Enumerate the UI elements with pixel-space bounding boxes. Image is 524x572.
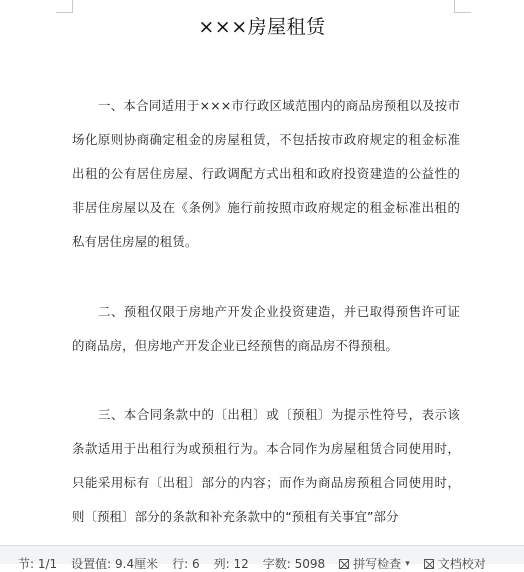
spell-check-button[interactable] — [339, 555, 410, 572]
proofread-checkbox-icon — [424, 559, 434, 569]
status-bar — [0, 545, 524, 571]
document-paragraph-1[interactable]: 一、本合同适用于×××市行政区域范围内的商品房预租以及按市场化原则协商确定租金的房屋租赁，不包括按市政府规定的租金标准出租的公有居住房屋、行政调配方式出租和政府投资建造的公益性的非居住房屋以及在《条例》施行前按照市政府规定的租金标准出租的私有居住房屋的租赁。 — [72, 98, 460, 249]
spell-check-checkbox-icon — [339, 559, 349, 569]
doc-proofread-button[interactable] — [424, 555, 486, 572]
document-paragraph-3[interactable]: 三、本合同条款中的〔出租〕或〔预租〕为提示性符号，表示该条款适用于出租行为或预租行为。本合同作为房屋租赁合同使用时，只能采用标有〔出租〕部分的内容；而作为商品房预租合同使用时，则〔预租〕部分的条款和补充条款中的“预租有关事宜”部分 — [72, 407, 460, 524]
spell-check-label: 拼写检查 — [353, 557, 402, 571]
status-column[interactable]: 列: 12 — [213, 557, 249, 571]
doc-proofread-label: 文档校对 — [437, 557, 486, 571]
status-word-count[interactable]: 字数: 5098 — [262, 557, 326, 571]
chevron-down-icon: ▾ — [405, 558, 410, 569]
document-title[interactable]: ×××房屋租赁 — [198, 16, 326, 38]
status-section[interactable]: 节: 1/1 — [18, 557, 58, 571]
status-setting-value[interactable]: 设置值: 9.4厘米 — [71, 557, 159, 571]
document-paragraph-2[interactable]: 二、预租仅限于房地产开发企业投资建造，并已取得预售许可证的商品房，但房地产开发企业已经预售的商品房不得预租。 — [72, 304, 460, 353]
status-row[interactable]: 行: 6 — [172, 557, 200, 571]
